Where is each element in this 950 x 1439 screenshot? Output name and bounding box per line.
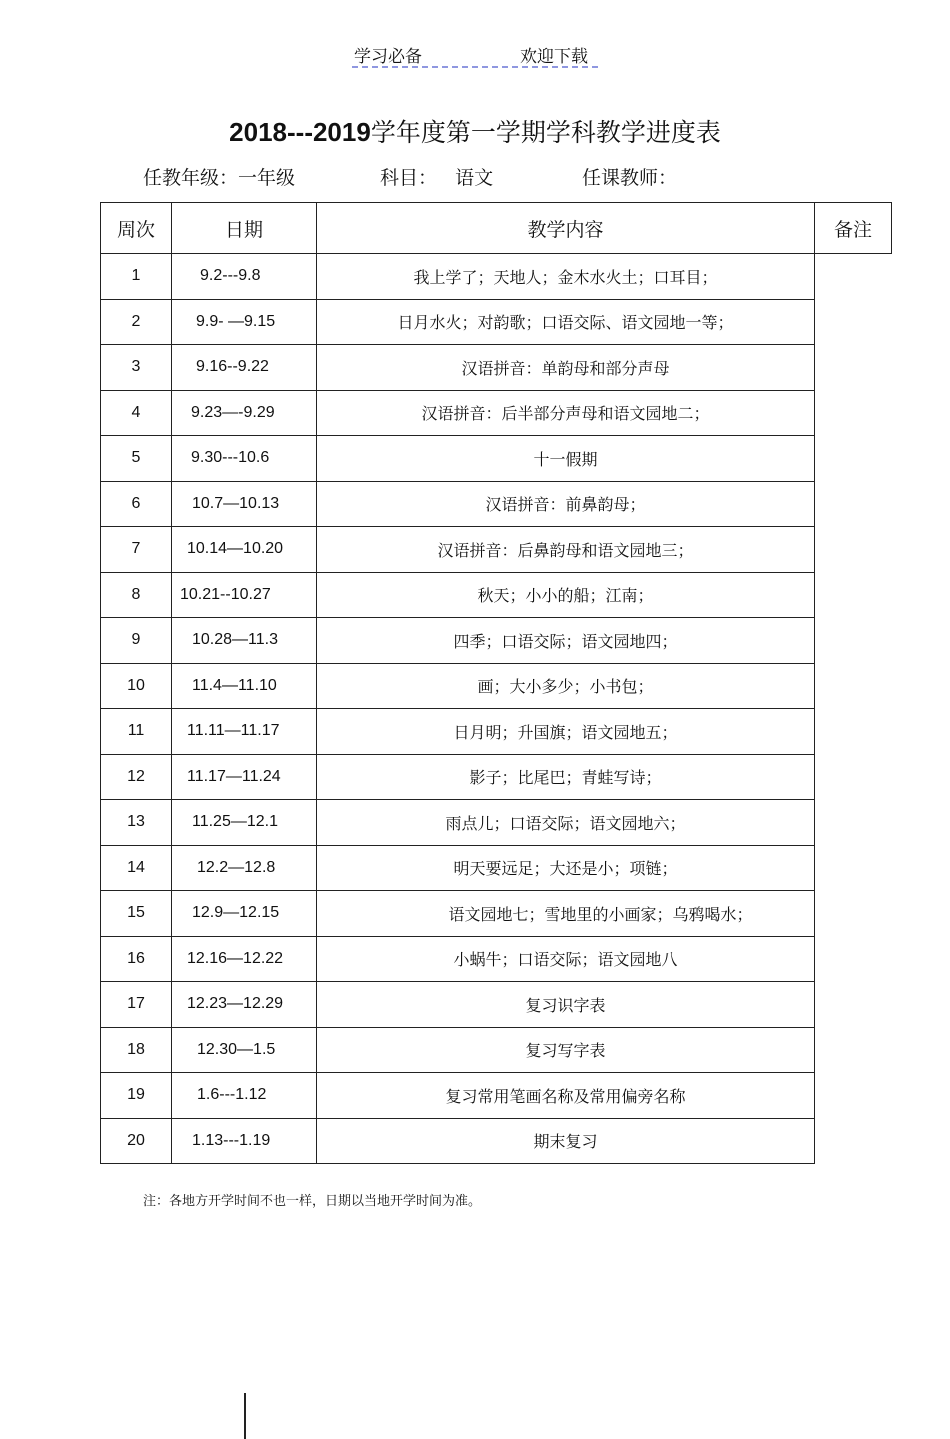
page-header [352,40,598,68]
title-text: 学年度第一学期学科教学进度表 [371,118,721,147]
note-cell [244,1393,246,1439]
week-cell: 6 [101,481,172,527]
date-cell: 1.6---1.12 [172,1073,317,1119]
date-cell: 12.9—12.15 [172,891,317,937]
week-cell: 10 [101,663,172,709]
table-row [101,1073,892,1119]
content-cell: 复习识字表 [317,982,815,1028]
week-cell: 12 [101,754,172,800]
column-header-content: 教学内容 [317,203,815,254]
footnote: 注：各地方开学时间不也一样，日期以当地开学时间为准。 [143,1190,481,1209]
table-row [101,481,892,527]
content-cell: 四季；口语交际；语文园地四； [317,618,815,664]
date-cell: 12.16—12.22 [172,936,317,982]
date-cell: 10.14—10.20 [172,527,317,573]
table-row [101,299,892,345]
content-cell: 小蜗牛；口语交际；语文园地八 [317,936,815,982]
teacher-label: 任课教师： [582,163,677,190]
week-cell: 7 [101,527,172,573]
table-row [101,527,892,573]
table-row [101,800,892,846]
content-cell: 日月明；升国旗；语文园地五； [317,709,815,755]
table-row [101,754,892,800]
content-cell: 秋天；小小的船；江南； [317,572,815,618]
column-header-date: 日期 [172,203,317,254]
grade-label: 任教年级：一年级 [143,163,295,190]
date-cell: 11.11—11.17 [172,709,317,755]
table-row [101,1027,892,1073]
content-cell: 十一假期 [317,436,815,482]
table-row [101,618,892,664]
week-cell: 5 [101,436,172,482]
week-cell: 19 [101,1073,172,1119]
content-cell: 我上学了；天地人；金木水火土；口耳目； [317,254,815,300]
content-cell: 汉语拼音：后鼻韵母和语文园地三； [317,527,815,573]
content-cell: 语文园地七；雪地里的小画家；乌鸦喝水； [317,891,815,937]
header-right-text: 欢迎下载 [520,42,588,67]
content-cell: 汉语拼音：前鼻韵母； [317,481,815,527]
table-row [101,709,892,755]
date-cell: 12.30—1.5 [172,1027,317,1073]
content-cell: 汉语拼音：单韵母和部分声母 [317,345,815,391]
table-row [101,663,892,709]
table-row [101,436,892,482]
week-cell: 3 [101,345,172,391]
table-body [101,254,892,1164]
date-cell: 10.28—11.3 [172,618,317,664]
date-cell: 11.17—11.24 [172,754,317,800]
week-cell: 14 [101,845,172,891]
column-header-note: 备注 [815,203,892,254]
date-cell: 9.16--9.22 [172,345,317,391]
week-cell: 20 [101,1118,172,1164]
header-left-text: 学习必备 [354,42,422,67]
content-cell: 汉语拼音：后半部分声母和语文园地二； [317,390,815,436]
content-cell: 雨点儿；口语交际；语文园地六； [317,800,815,846]
date-cell: 10.7—10.13 [172,481,317,527]
table-row [101,936,892,982]
date-cell: 12.2—12.8 [172,845,317,891]
date-cell: 11.25—12.1 [172,800,317,846]
week-cell: 13 [101,800,172,846]
week-cell: 16 [101,936,172,982]
schedule-table [100,202,892,1164]
subject-label: 科目： 语文 [380,163,493,190]
content-cell: 复习常用笔画名称及常用偏旁名称 [317,1073,815,1119]
date-cell: 12.23—12.29 [172,982,317,1028]
table-row [101,982,892,1028]
date-cell: 9.2---9.8 [172,254,317,300]
week-cell: 11 [101,709,172,755]
content-cell: 影子；比尾巴；青蛙写诗； [317,754,815,800]
date-cell: 1.13---1.19 [172,1118,317,1164]
content-cell: 期末复习 [317,1118,815,1164]
week-cell: 2 [101,299,172,345]
content-cell: 明天要远足；大还是小；项链； [317,845,815,891]
content-cell: 日月水火；对韵歌；口语交际、语文园地一等； [317,299,815,345]
table-header-row [101,203,892,254]
content-cell: 画；大小多少；小书包； [317,663,815,709]
table-row [101,1118,892,1164]
table-row [101,891,892,937]
table-row [101,345,892,391]
week-cell: 15 [101,891,172,937]
table-row [101,572,892,618]
week-cell: 18 [101,1027,172,1073]
table-row [101,845,892,891]
document-title [0,113,950,149]
week-cell: 4 [101,390,172,436]
date-cell: 11.4—11.10 [172,663,317,709]
table-row [101,254,892,300]
week-cell: 17 [101,982,172,1028]
column-header-week: 周次 [101,203,172,254]
date-cell: 9.30---10.6 [172,436,317,482]
week-cell: 9 [101,618,172,664]
content-cell: 复习写字表 [317,1027,815,1073]
date-cell: 9.9- —9.15 [172,299,317,345]
week-cell: 1 [101,254,172,300]
title-years: 2018---2019 [229,117,371,147]
date-cell: 9.23—-9.29 [172,390,317,436]
week-cell: 8 [101,572,172,618]
table-row [101,390,892,436]
date-cell: 10.21--10.27 [172,572,317,618]
